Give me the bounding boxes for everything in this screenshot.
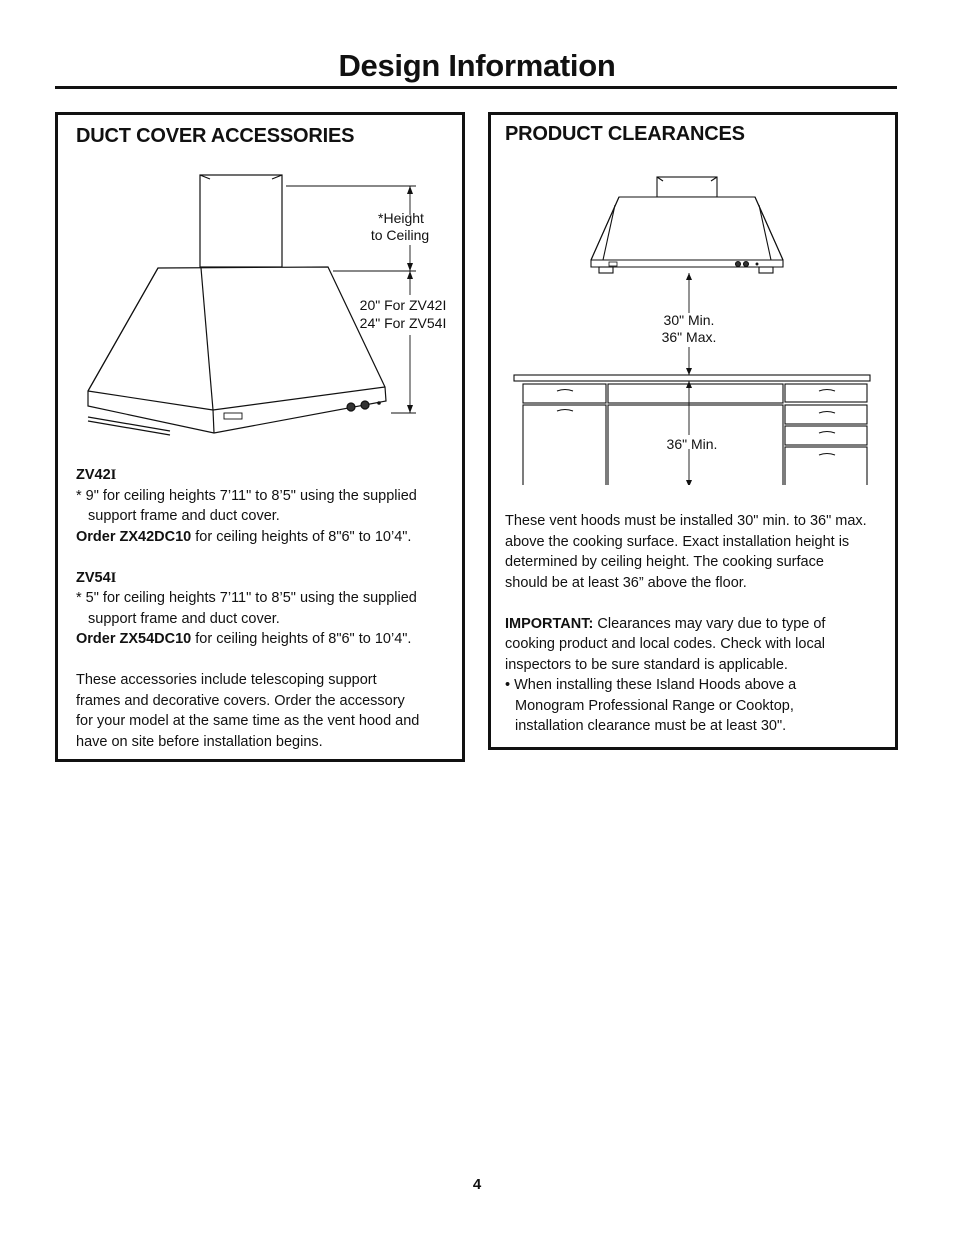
zv54-note-line1: * 5" for ceiling heights 7’11" to 8’5" using the supplied xyxy=(76,590,417,606)
clearance-min-label: 30" Min. xyxy=(663,312,715,328)
zv42-order-line: Order ZX42DC10 for ceiling heights of 8"6" to 10’4". xyxy=(76,528,412,545)
model-zv54-heading: ZV54I xyxy=(76,569,117,586)
install-text-line: These vent hoods must be installed 30" min. to 36" max. xyxy=(505,513,867,529)
zv54-note-line2: support frame and duct cover. xyxy=(88,610,280,627)
model-zv42-heading: ZV42I xyxy=(76,467,117,483)
install-text-line: should be at least 36” above the floor. xyxy=(505,574,747,591)
product-clearances-panel xyxy=(488,112,898,750)
important-text-line: inspectors to be sure standard is applicable. xyxy=(505,656,788,673)
accessories-text-line: frames and decorative covers. Order the accessory xyxy=(76,692,405,709)
clearance-max-label: 36" Max. xyxy=(661,329,717,345)
product-clearances-text xyxy=(505,511,867,737)
accessories-text-line: for your model at the same time as the vent hood and xyxy=(76,713,420,729)
page-number: 4 xyxy=(472,1176,482,1193)
title-rule xyxy=(55,86,897,89)
duct-cover-hood-diagram xyxy=(58,165,462,495)
install-text-line: determined by ceiling height. The cooking surface xyxy=(505,554,824,570)
bullet-line: • When installing these Island Hoods above a xyxy=(505,677,797,693)
panel-heading-duct-cover: DUCT COVER ACCESSORIES xyxy=(76,125,355,147)
panel-heading-product-clearances: PRODUCT CLEARANCES xyxy=(505,123,745,145)
page-title: Design Information xyxy=(338,48,616,83)
height-to-ceiling-label-2: to Ceiling xyxy=(370,227,430,243)
dimension-label-zv42: 20" For ZV42I xyxy=(359,297,447,313)
important-label: IMPORTANT: xyxy=(505,615,594,632)
bullet-line: Monogram Professional Range or Cooktop, xyxy=(515,697,794,714)
duct-cover-accessories-panel xyxy=(55,112,465,762)
accessories-text-line: These accessories include telescoping support xyxy=(76,672,377,688)
bullet-line: installation clearance must be at least 30". xyxy=(515,718,787,734)
zv42-note-line2: support frame and duct cover. xyxy=(88,508,280,524)
counter-min-label: 36" Min. xyxy=(666,436,718,452)
height-to-ceiling-label-1: *Height xyxy=(378,210,424,226)
accessories-text-line: have on site before installation begins. xyxy=(76,733,323,750)
zv54-order-line: Order ZX54DC10 for ceiling heights of 8"6" to 10’4". xyxy=(76,631,412,647)
product-clearance-diagram xyxy=(491,165,895,485)
dimension-label-zv54: 24" For ZV54I xyxy=(359,315,447,331)
important-line: IMPORTANT: Clearances may vary due to type of xyxy=(505,615,826,632)
zv42-note-line1: * 9" for ceiling heights 7’11" to 8’5" using the supplied xyxy=(76,487,417,504)
duct-cover-text xyxy=(76,465,419,752)
install-text-line: above the cooking surface. Exact installation height is xyxy=(505,533,850,550)
important-text-line: cooking product and local codes. Check with local xyxy=(505,636,825,652)
